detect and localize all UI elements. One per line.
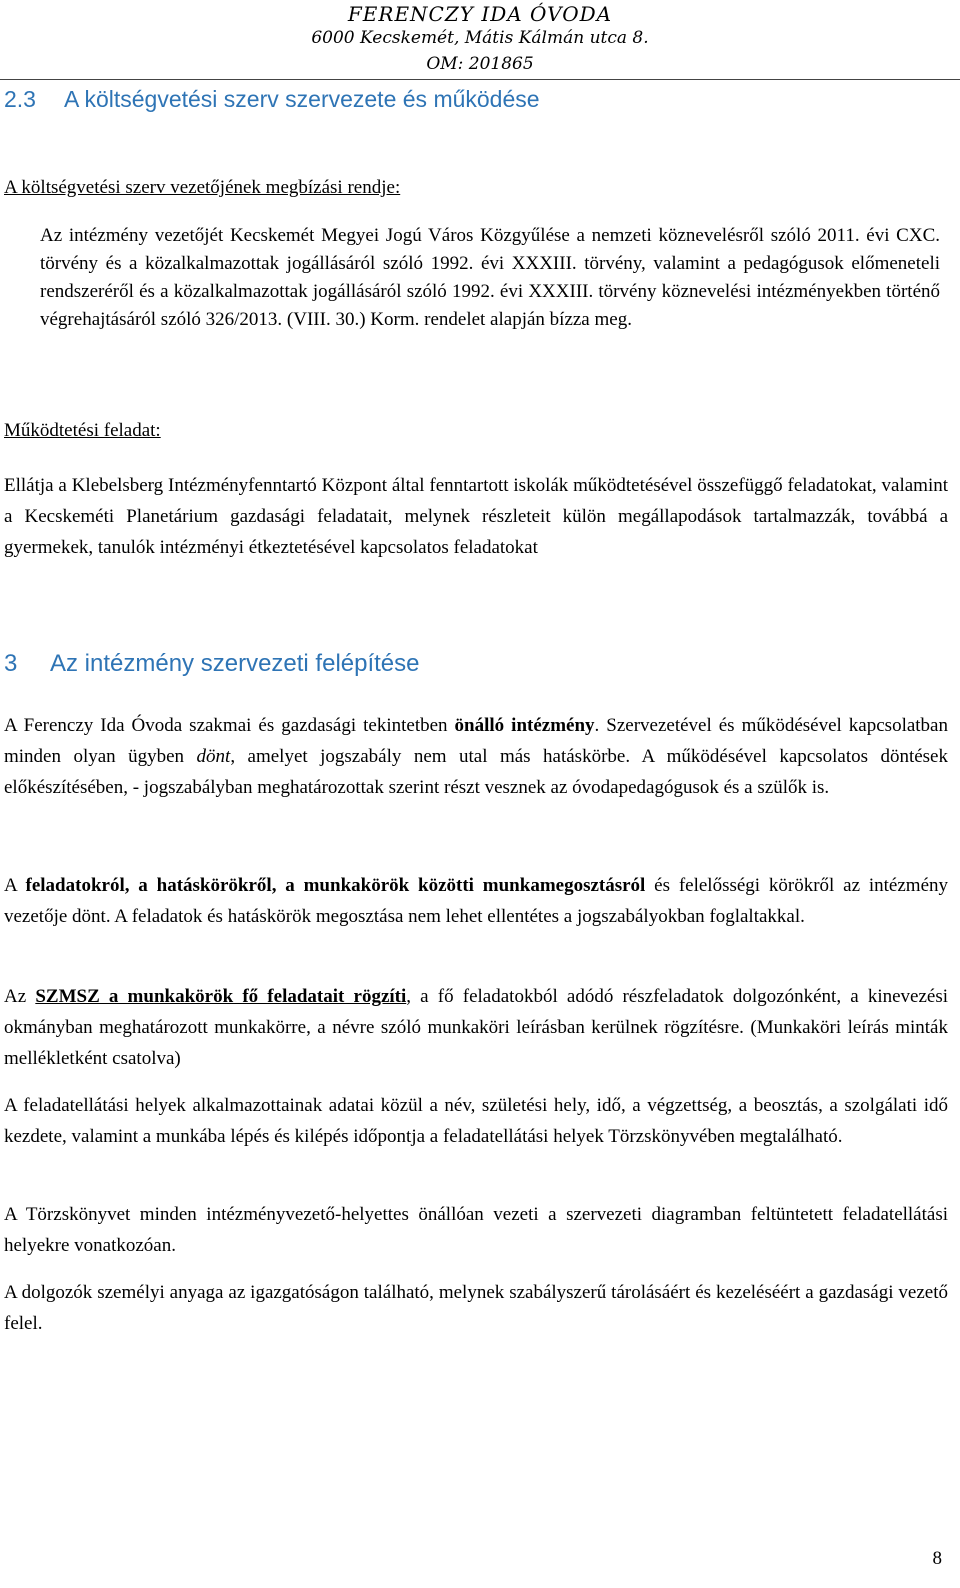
appointment-paragraph: Az intézmény vezetőjét Kecskemét Megyei Jogú Város Közgyűlése a nemzeti köznevelésről szóló 2011. évi CXC. törvény és a közalkalmazottak jogállásáról szóló 1992. évi XXXIII. törvény, valamint a pedagógusok előmeneteli rendszeréről és a közalkalmazottak jogállásáról szóló 1992. évi XXXIII. törvény köznevelési intézményekben történő végrehajtásáról szóló 326/2013. (VIII. 30.) Korm. rendelet alapján bízza meg. [40, 225, 940, 330]
header-address: 6000 Kecskemét, Mátis Kálmán utca 8. [311, 28, 649, 48]
section-title: A költségvetési szerv szervezete és működése [64, 86, 540, 112]
header-institution-name: FERENCZY IDA ÓVODA [347, 2, 613, 26]
operation-heading: Működtetési feladat: [4, 420, 161, 441]
appointment-heading: A költségvetési szerv vezetőjének megbízási rendje: [4, 177, 401, 198]
independence-paragraph: A Ferenczy Ida Óvoda szakmai és gazdasági tekintetben önálló intézmény. Szervezetével és működésével kapcsolatban minden olyan ügyben dönt, amelyet jogszabály nem utal más hatáskörbe. A működésével kapcsolatos döntések előkészítésében, - jogszabályban meghatározottak szerint részt vesznek az óvodapedagógusok és a szülők is. [4, 715, 948, 798]
page-number: 8 [932, 1548, 942, 1569]
section-heading-3 [4, 650, 420, 678]
section-number: 2.3 [4, 86, 36, 112]
page-header [0, 0, 960, 80]
personnel-file-paragraph: A dolgozók személyi anyaga az igazgatóságon található, melynek szabályszerű tárolásáért és kezeléséért a gazdasági vezető felel. [4, 1282, 948, 1334]
header-divider [0, 79, 960, 80]
section-number: 3 [4, 650, 18, 677]
registry-paragraph: A Törzskönyvet minden intézményvezető-helyettes önállóan vezeti a szervezeti diagramban feltüntetett feladatellátási helyekre vonatkozóan. [4, 1204, 948, 1256]
operation-paragraph: Ellátja a Klebelsberg Intézményfenntartó Központ által fenntartott iskolák működtetésével összefüggő feladatokat, valamint a Kecskeméti Planetárium gazdasági feladatait, melynek részleteit külön megállapodások tartalmazzák, továbbá a gyermekek, tanulók intézményi étkeztetésével kapcsolatos feladatokat [4, 475, 948, 558]
section-heading-2-3 [4, 86, 540, 113]
employee-data-paragraph: A feladatellátási helyek alkalmazottainak adatai közül a név, születési hely, idő, a végzettség, a beosztás, a szolgálati idő kezdete, valamint a munkába lépés és kilépés időpontja a feladatellátási helyek Törzskönyvében megtalálható. [4, 1095, 948, 1147]
section-title: Az intézmény szervezeti felépítése [50, 650, 420, 677]
responsibilities-paragraph: A feladatokról, a hatáskörökről, a munkakörök közötti munkamegosztásról és felelősségi körökről az intézmény vezetője dönt. A feladatok és hatáskörök megosztása nem lehet ellentétes a jogszabályokban foglaltakkal. [4, 875, 948, 927]
szmsz-paragraph: Az SZMSZ a munkakörök fő feladatait rögzíti, a fő feladatokból adódó részfeladatok dolgozónként, a kinevezési okmányban meghatározott munkakörre, a névre szóló munkaköri leírásban kerülnek rögzítésre. (Munkaköri leírás minták mellékletként csatolva) [4, 986, 949, 1069]
header-om-number: OM: 201865 [426, 54, 534, 74]
